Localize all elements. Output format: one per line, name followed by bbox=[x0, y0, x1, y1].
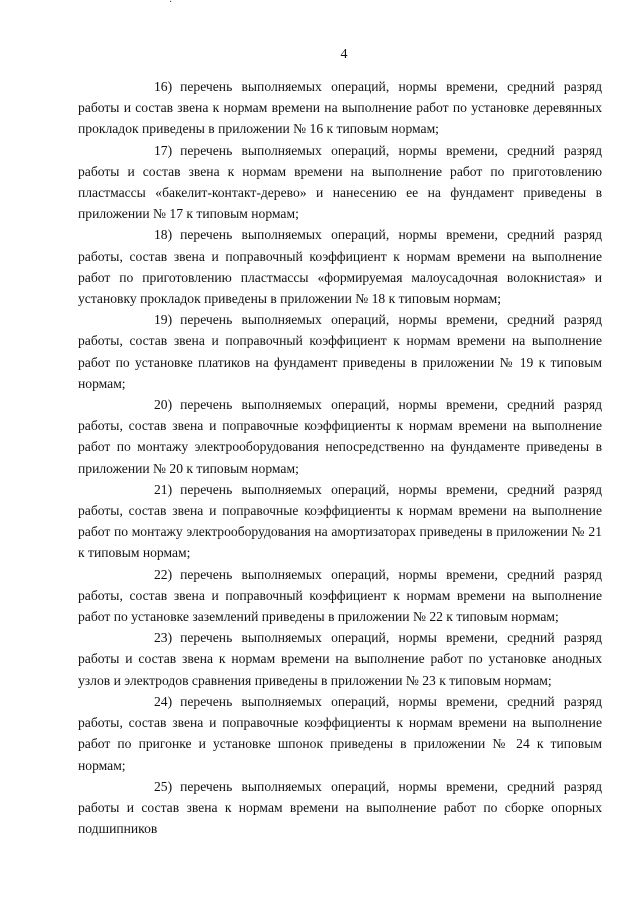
item-text: перечень выполняемых операций, нормы времени, средний разряд работы, состав звена и поправочные коэффициенты к нормам времени на выполнение работ по монтажу электрооборудования на амортизаторах приведены в приложении № 21 к типовым нормам; bbox=[78, 481, 602, 561]
list-item bbox=[78, 691, 602, 776]
list-item bbox=[78, 394, 602, 479]
enumerated-list bbox=[78, 76, 602, 839]
scan-mark: · bbox=[169, 0, 173, 8]
item-number: 17) bbox=[154, 142, 173, 158]
item-number: 19) bbox=[154, 312, 173, 328]
item-text: перечень выполняемых операций, нормы времени, средний разряд работы, состав звена и поправочный коэффициент к нормам времени на выполнение работ по установке платиков на фундамент приведены в приложении № 19 к типовым нормам; bbox=[78, 312, 602, 391]
list-item bbox=[78, 479, 602, 564]
item-text: перечень выполняемых операций, нормы времени, средний разряд работы и состав звена к нормам времени на выполнение работ по приготовлению пластмассы «бакелит-контакт-дерево» и нанесению ее на фундамент приведены в приложении № 17 к типовым нормам; bbox=[78, 142, 602, 222]
item-number: 25) bbox=[154, 778, 173, 794]
item-number: 20) bbox=[154, 397, 173, 413]
list-item bbox=[78, 776, 602, 840]
list-item bbox=[78, 140, 602, 225]
item-number: 18) bbox=[154, 227, 173, 243]
page-number: 4 bbox=[340, 47, 348, 62]
item-number: 16) bbox=[154, 79, 173, 94]
item-text: перечень выполняемых операций, нормы времени, средний разряд работы и состав звена к нормам времени на выполнение работ по установке анодных узлов и электродов сравнения приведены в приложении № 23 к типовым нормам; bbox=[78, 630, 602, 688]
item-text: перечень выполняемых операций, нормы времени, средний разряд работы и состав звена к нормам времени на выполнение работ по сборке опорных подшипников bbox=[78, 778, 602, 837]
item-number: 23) bbox=[154, 630, 173, 646]
list-item bbox=[78, 627, 602, 691]
list-item bbox=[78, 564, 602, 628]
list-item bbox=[78, 76, 602, 140]
list-item bbox=[78, 224, 602, 309]
list-item bbox=[78, 309, 602, 394]
item-number: 24) bbox=[154, 693, 173, 709]
item-number: 22) bbox=[154, 566, 173, 582]
item-text: перечень выполняемых операций, нормы времени, средний разряд работы и состав звена к нормам времени на выполнение работ по установке деревянных прокладок приведены в приложении № 16 к типовым нормам; bbox=[78, 79, 602, 137]
item-text: перечень выполняемых операций, нормы времени, средний разряд работы, состав звена и поправочный коэффициент к нормам времени на выполнение работ по установке заземлений приведены в приложении № 22 к типовым нормам; bbox=[78, 566, 602, 625]
item-number: 21) bbox=[154, 481, 173, 497]
item-text: перечень выполняемых операций, нормы времени, средний разряд работы, состав звена и поправочный коэффициент к нормам времени на выполнение работ по приготовлению пластмассы «формируемая малоусадочная волокнистая» и установку прокладок приведены в приложении № 18 к типовым нормам; bbox=[78, 227, 602, 307]
item-text: перечень выполняемых операций, нормы времени, средний разряд работы, состав звена и поправочные коэффициенты к нормам времени на выполнение работ по монтажу электрооборудования непосредственно на фундаменте приведены в приложении № 20 к типовым нормам; bbox=[78, 397, 602, 476]
item-text: перечень выполняемых операций, нормы времени, средний разряд работы, состав звена и поправочные коэффициенты к нормам времени на выполнение работ по пригонке и установке шпонок приведены в приложении № 24 к типовым нормам; bbox=[78, 693, 602, 773]
